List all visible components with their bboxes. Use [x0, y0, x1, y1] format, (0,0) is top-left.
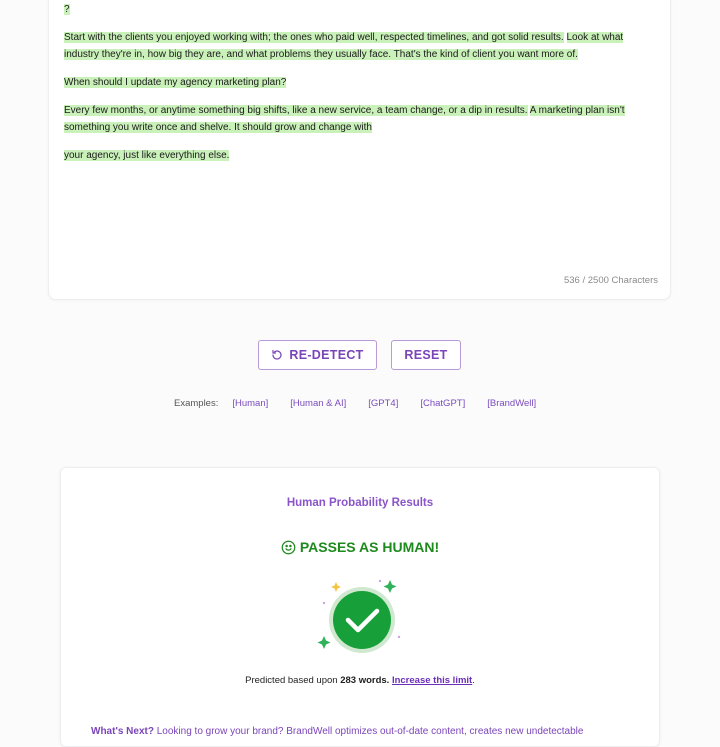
example-brandwell-link[interactable]: [BrandWell]	[487, 398, 537, 409]
example-human-link[interactable]: [Human]	[232, 398, 269, 409]
word-count: 283 words.	[340, 675, 390, 686]
redetect-button[interactable]	[258, 340, 377, 370]
redetect-label: RE-DETECT	[289, 348, 364, 362]
refresh-icon	[271, 349, 283, 361]
verdict-text: PASSES AS HUMAN!	[299, 539, 440, 555]
examples-label: Examples:	[174, 398, 219, 409]
whats-next	[91, 726, 583, 737]
predicted-prefix: Predicted based upon	[245, 675, 338, 686]
editor-paragraph-2	[64, 74, 654, 91]
example-human-ai-link[interactable]: [Human & AI]	[290, 398, 347, 409]
text-editor[interactable]	[48, 0, 671, 300]
highlight-span: Look at what industry they're in, how big they are, and what problems they usually face. That's the kind of client you want more of.	[64, 32, 624, 60]
editor-paragraph-3	[64, 102, 654, 136]
highlight-span: Every few months, or anytime something big shifts, like a new service, a team change, or a dip in results.	[64, 105, 528, 116]
smile-icon	[281, 540, 296, 555]
example-chatgpt-link[interactable]: [ChatGPT]	[420, 398, 466, 409]
whats-next-label: What's Next?	[91, 726, 154, 737]
results-title: Human Probability Results	[286, 497, 434, 509]
verdict	[61, 539, 659, 555]
reset-label: RESET	[404, 348, 448, 362]
check-badge-icon	[317, 578, 405, 658]
highlight-span: Start with the clients you enjoyed working with; the ones who paid well, respected timelines, and got solid results.	[64, 32, 564, 43]
limit-suffix: .	[472, 675, 475, 686]
character-count: 536 / 2500 Characters	[563, 275, 658, 286]
example-gpt4-link[interactable]: [GPT4]	[368, 398, 399, 409]
editor-paragraph-4	[64, 147, 654, 164]
reset-button[interactable]	[391, 340, 461, 370]
whats-next-text: Looking to grow your brand? BrandWell optimizes out-of-date content, creates new undetectable	[156, 726, 584, 737]
examples-row	[174, 398, 558, 409]
highlight-span: When should I update my agency marketing plan?	[64, 77, 287, 88]
prediction-note	[61, 675, 659, 686]
highlight-span: your agency, just like everything else.	[64, 150, 230, 161]
editor-content[interactable]	[64, 1, 654, 175]
editor-lead: ?	[64, 4, 70, 15]
highlight-span: A marketing plan isn't something you write once and shelve. It should grow and change with	[64, 105, 625, 133]
increase-limit-link[interactable]: Increase this limit	[391, 675, 473, 686]
editor-paragraph-1	[64, 29, 654, 63]
results-panel	[60, 467, 660, 747]
